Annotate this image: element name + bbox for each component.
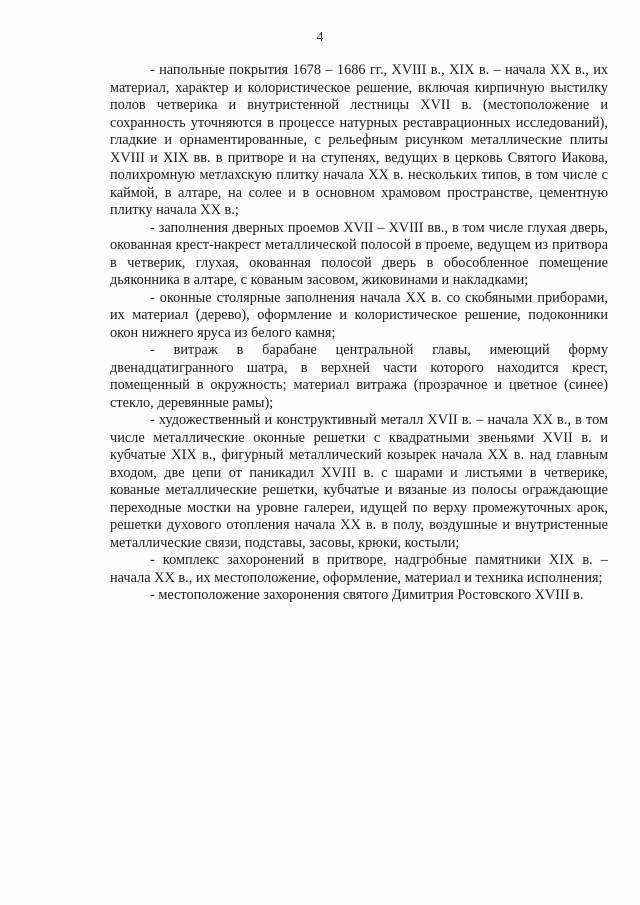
paragraph-burials: - комплекс захоронений в притворе, надгробные памятники XIX в. – начала XX в., их местоположение, оформление, материал и техника исполнения; [110, 552, 608, 586]
paragraph-floor-coverings: - напольные покрытия 1678 – 1686 гг., XVIII в., XIX в. – начала XX в., их материал, характер и колористическое решение, включая кирпичную выстилку полов четверика и внутристенной лестницы XVII в. (местоположение и сохранность уточняются в процессе натурных реставрационных исследований), гладкие и орнаментированные, с рельефным рисунком металлические плиты XVIII и XIX вв. в притворе и на ступенях, ведущих в церковь Святого Иакова, полихромную метлахскую плитку начала XX в. нескольких типов, в том числе с каймой, в алтаре, на солее и в основном храмовом пространстве, цементную плитку начала XX в.; [110, 62, 608, 218]
paragraph-burial-location: - местоположение захоронения святого Димитрия Ростовского XVIII в. [150, 587, 584, 603]
paragraph-window-fillings: - оконные столярные заполнения начала XX в. со скобяными приборами, их материал (дерево), оформление и колористическое решение, подоконники окон нижнего яруса из белого камня; [110, 289, 608, 341]
paragraph-metalwork: - художественный и конструктивный металл XVII в. – начала XX в., в том числе металлические оконные решетки с квадратными звеньями XVII в. и кубчатые XIX в., фигурный металлический козырек начала XX в. над главным входом, две цепи от паникадил XVIII в. с шарами и листьями в четверике, кованые металлические решетки, кубчатые и вязаные из полосы ограждающие переходные мостки на уровне галереи, идущей по верху промежуточных арок, решетки духового отопления начала XX в. в полу, воздушные и внутристенные металлические связи, подставы, засовы, крюки, костыли; [110, 412, 608, 551]
document-body [110, 62, 608, 605]
paragraph-door-fillings: - заполнения дверных проемов XVII – XVIII вв., в том числе глухая дверь, окованная крест-накрест металлической полосой в проеме, ведущем из притвора в четверик, глухая, окованная полосой дверь в обособленное помещение дьяконника в алтаре, с кованым засовом, жиковинами и накладками; [110, 219, 608, 288]
page-number: 4 [316, 30, 324, 45]
paragraph-stained-glass: - витраж в барабане центральной главы, имеющий форму двенадцатигранного шатра, в верхней части которого находится крест, помещенный в окружность; материал витража (прозрачное и цветное (синее) стекло, деревянные рамы); [110, 342, 608, 411]
